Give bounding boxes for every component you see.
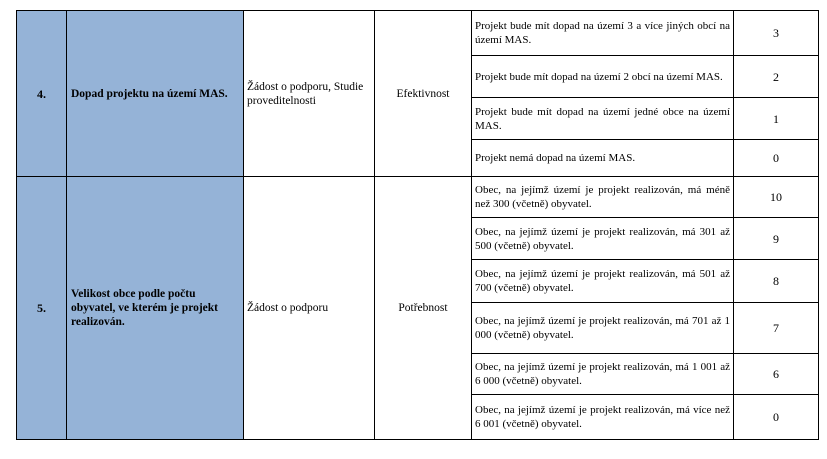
option-points: 9 [734,218,819,260]
option-description: Projekt bude mít dopad na území 3 a více jiných obcí na území MAS. [472,11,734,56]
option-description: Obec, na jejímž území je projekt realizován, má méně než 300 (včetně) obyvatel. [472,177,734,218]
criterion-area: Efektivnost [375,11,472,177]
option-description: Obec, na jejímž území je projekt realizován, má 1 001 až 6 000 (včetně) obyvatel. [472,354,734,395]
criterion-source: Žádost o podporu, Studie proveditelnosti [244,11,375,177]
criteria-table [16,10,819,440]
option-description: Projekt bude mít dopad na území jedné obce na území MAS. [472,98,734,140]
option-points: 1 [734,98,819,140]
option-points: 7 [734,303,819,354]
criterion-name: Dopad projektu na území MAS. [67,11,244,177]
option-description: Obec, na jejímž území je projekt realizován, má 301 až 500 (včetně) obyvatel. [472,218,734,260]
option-points: 10 [734,177,819,218]
option-points: 8 [734,260,819,303]
table-row [17,177,819,218]
option-description: Obec, na jejímž území je projekt realizován, má více než 6 001 (včetně) obyvatel. [472,395,734,440]
table-row [17,11,819,56]
criterion-number: 4. [17,11,67,177]
option-points: 0 [734,140,819,177]
criterion-number: 5. [17,177,67,440]
option-points: 3 [734,11,819,56]
option-points: 0 [734,395,819,440]
criterion-name: Velikost obce podle počtu obyvatel, ve kterém je projekt realizován. [67,177,244,440]
option-description: Obec, na jejímž území je projekt realizován, má 701 až 1 000 (včetně) obyvatel. [472,303,734,354]
option-points: 6 [734,354,819,395]
criterion-area: Potřebnost [375,177,472,440]
option-description: Projekt bude mít dopad na území 2 obcí na území MAS. [472,56,734,98]
criteria-table-body [17,11,819,440]
option-description: Projekt nemá dopad na území MAS. [472,140,734,177]
option-points: 2 [734,56,819,98]
option-description: Obec, na jejímž území je projekt realizován, má 501 až 700 (včetně) obyvatel. [472,260,734,303]
criterion-source: Žádost o podporu [244,177,375,440]
